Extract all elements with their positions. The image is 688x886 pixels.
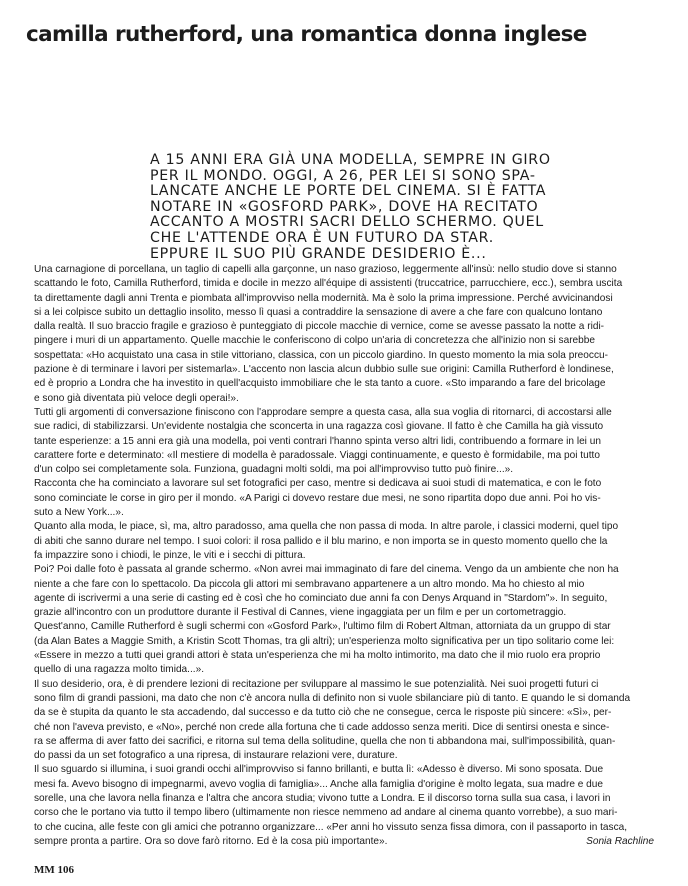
body-line: carattere forte e determinato: «Il mestiere di modella è paradossale. Viaggi continuamente, e questo è formidabile, ma poi tutto	[34, 449, 600, 461]
lead-line: LANCATE ANCHE LE PORTE DEL CINEMA. SI È FATTA	[150, 183, 547, 200]
lead-paragraph	[150, 153, 684, 262]
body-line: agente di iscrivermi a una serie di casting ed è così che ho cominciato due anni fa con Denys Arquand in "Stardom"». In seguito,	[34, 592, 608, 604]
body-line: grazie all'incontro con un produttore durante il Festival di Cannes, viene ingaggiata per un film e per un cortometraggio.	[34, 607, 567, 619]
body-line: sono film di grandi passioni, ma dato che non c'è ancora nulla di definito non si vuole sbilanciare più di tanto. E quando le si domanda	[34, 692, 631, 704]
lead-line: PER IL MONDO. OGGI, A 26, PER LEI SI SONO SPA-	[150, 167, 536, 184]
article-body	[34, 263, 654, 849]
body-line: ché non l'aveva previsto, e «No», perché non crede alla fortuna che ti cade addosso senza meriti. Dice di sentirsi onesta e since-	[34, 721, 610, 733]
body-line: to che cucina, alle feste con gli amici che potranno organizzare... «Per anni ho vissuto senza fissa dimora, con il passaporto in tasca,	[34, 821, 628, 833]
body-line: dalla realtà. Il suo braccio fragile e grazioso è punteggiato di piccole macchie di vernice, come se avesse passato la notte a ridi-	[34, 321, 605, 333]
body-line: Tutti gli argomenti di conversazione finiscono con l'approdare sempre a questa casa, alla sua voglia di ritornarci, di accostarsi alle	[34, 406, 612, 418]
body-line: mesi fa. Avevo bisogno di impegnarmi, avevo voglia di famiglia»... Anche alla famiglia d'origine è molto legata, sua madre e due	[34, 778, 603, 790]
page-folio: MM 106	[34, 864, 75, 876]
body-line: quello di una ragazza molto timida...».	[34, 664, 205, 676]
body-line: Quanto alla moda, le piace, sì, ma, altro paradosso, ama quella che non passa di moda. In altre parole, i classici moderni, quel tipo	[34, 521, 619, 533]
body-line: corso che le portano via tutto il tempo libero (ultimamente non riesce nemmeno ad andare al cinema quanto vorrebbe), a suo mari-	[34, 807, 618, 819]
body-line: sue radici, di stabilizzarsi. Un'evidente nostalgia che sconcerta in una ragazza così giovane. Il fatto è che Camilla ha già vissuto	[34, 421, 604, 433]
body-line: Il suo desiderio, ora, è di prendere lezioni di recitazione per sviluppare al massimo le sue potenzialità. Nei suoi progetti futuri ci	[34, 678, 599, 690]
body-line: Una carnagione di porcellana, un taglio di capelli alla garçonne, un naso grazioso, leggermente all'insù: nello studio dove si stanno	[34, 264, 617, 275]
body-line: sorelle, una che lavora nella finanza e l'altra che ancora studia; vivono tutte a Londra. E il discorso torna sulla sua casa, i lavori in	[34, 792, 611, 804]
body-line: sempre pronta a partire. Ora so dove farò ritorno. Ed è la cosa più importante».	[34, 835, 388, 847]
body-line: Racconta che ha cominciato a lavorare sul set fotografici per caso, mentre si dedicava ai suoi studi di matematica, e con le foto	[34, 478, 602, 490]
lead-line: EPPURE IL SUO PIÙ GRANDE DESIDERIO È...	[150, 245, 487, 262]
body-line: ed è proprio a Londra che ha investito in quell'acquisto immobiliare che le sta tanto a cuore. «Sto imparando a fare del bricolage	[34, 378, 606, 390]
body-line: pazione è di terminare i lavori per sistemarla». L'accento non lascia alcun dubbio sulle sue origini: Camilla Rutherford è londinese,	[34, 364, 614, 376]
author-signature: Sonia Rachline	[586, 836, 654, 847]
article-title: camilla rutherford, una romantica donna inglese	[26, 22, 587, 47]
body-line: Poi? Poi dalle foto è passata al grande schermo. «Non avrei mai immaginato di fare del cinema. Vengo da un ambiente che non ha	[34, 564, 619, 576]
body-line: pingere i muri di un appartamento. Quelle macchie le conferiscono di colpo un'aria di concretezza che all'inizio non si sarebbe	[34, 335, 596, 347]
body-line: tante esperienze: a 15 anni era già una modella, poi venti contrari l'hanno spinta verso altri lidi, contribuendo a formare in lei un	[34, 435, 601, 447]
body-line: ta direttamente dagli anni Trenta e piombata all'improvviso nella modernità. Ma è solo la prima impressione. Perché avvicinandosi	[34, 292, 613, 304]
body-line: sono cominciate le corse in giro per il mondo. «A Parigi ci dovevo restare due mesi, ne sono ripartita dopo due anni. Poi ho vis-	[34, 492, 601, 504]
lead-line: CHE L'ATTENDE ORA È UN FUTURO DA STAR.	[150, 229, 494, 246]
body-line: (da Alan Bates a Maggie Smith, a Kristin Scott Thomas, tra gli altri); un'esperienza molto significativa per un tipo solitario come lei:	[34, 635, 615, 647]
body-line: e sono già diventata più veloce degli operai!».	[34, 392, 239, 404]
lead-line: A 15 ANNI ERA GIÀ UNA MODELLA, SEMPRE IN GIRO	[150, 152, 551, 168]
body-line: si a lei colpisce subito un dettaglio insolito, messo lì quasi a contraddire la sensazione di avere a che fare con qualcuno lontano	[34, 306, 603, 318]
body-line: d'un colpo sei completamente sola. Funziona, guadagni molti soldi, ma poi all'improvviso tutto può finire...».	[34, 464, 514, 476]
lead-line: ACCANTO A MOSTRI SACRI DELLO SCHERMO. QUEL	[150, 214, 544, 231]
body-line: da se è stupita da quanto le sta accadendo, dal successo e da tutto ciò che ne consegue, cerca le risposte più sincere: «Sì», per-	[34, 707, 612, 719]
body-line: Quest'anno, Camille Rutherford è sugli schermi con «Gosford Park», l'ultimo film di Robert Altman, attorniata da un gruppo di star	[34, 621, 611, 633]
body-line: do passi da un set fotografico a una ripresa, di instaurare relazioni vere, durature.	[34, 750, 398, 762]
lead-line: NOTARE IN «GOSFORD PARK», DOVE HA RECITATO	[150, 198, 539, 215]
body-line: sospettata: «Ho acquistato una casa in stile vittoriano, classica, con un piccolo giardino. In questo momento la mia sola preoccu-	[34, 349, 608, 361]
body-line: niente a che fare con lo spettacolo. Da piccola gli attori mi sembravano appartenere a un altro mondo. Ma ho chiesto al mio	[34, 578, 585, 590]
body-line: fa impazzire sono i chiodi, le pinze, le viti e i secchi di pittura.	[34, 549, 306, 561]
body-line: Il suo sguardo si illumina, i suoi grandi occhi all'improvviso si fanno brillanti, e butta lì: «Adesso è diverso. Mi sono sposata. Due	[34, 764, 604, 776]
body-line: scattando le foto, Camilla Rutherford, timida e docile in mezzo all'équipe di assistenti (truccatrice, parrucchiere, ecc.), sembra uscita	[34, 278, 623, 290]
body-line: «Essere in mezzo a tutti quei grandi attori è stata un'esperienza che mi ha molto intimorito, ma dato che il mio ruolo era proprio	[34, 650, 601, 662]
body-line: suto a New York...».	[34, 507, 124, 519]
body-line: di abiti che sanno durare nel tempo. I suoi colori: il rosa pallido e il blu marino, e non importa se in questo momento quello che la	[34, 535, 608, 547]
body-line: ra se afferma di aver fatto dei sacrifici, e ritorna sul tema della solitudine, quella che non ti abbandona mai, sull'impossibilità, quan-	[34, 735, 616, 747]
